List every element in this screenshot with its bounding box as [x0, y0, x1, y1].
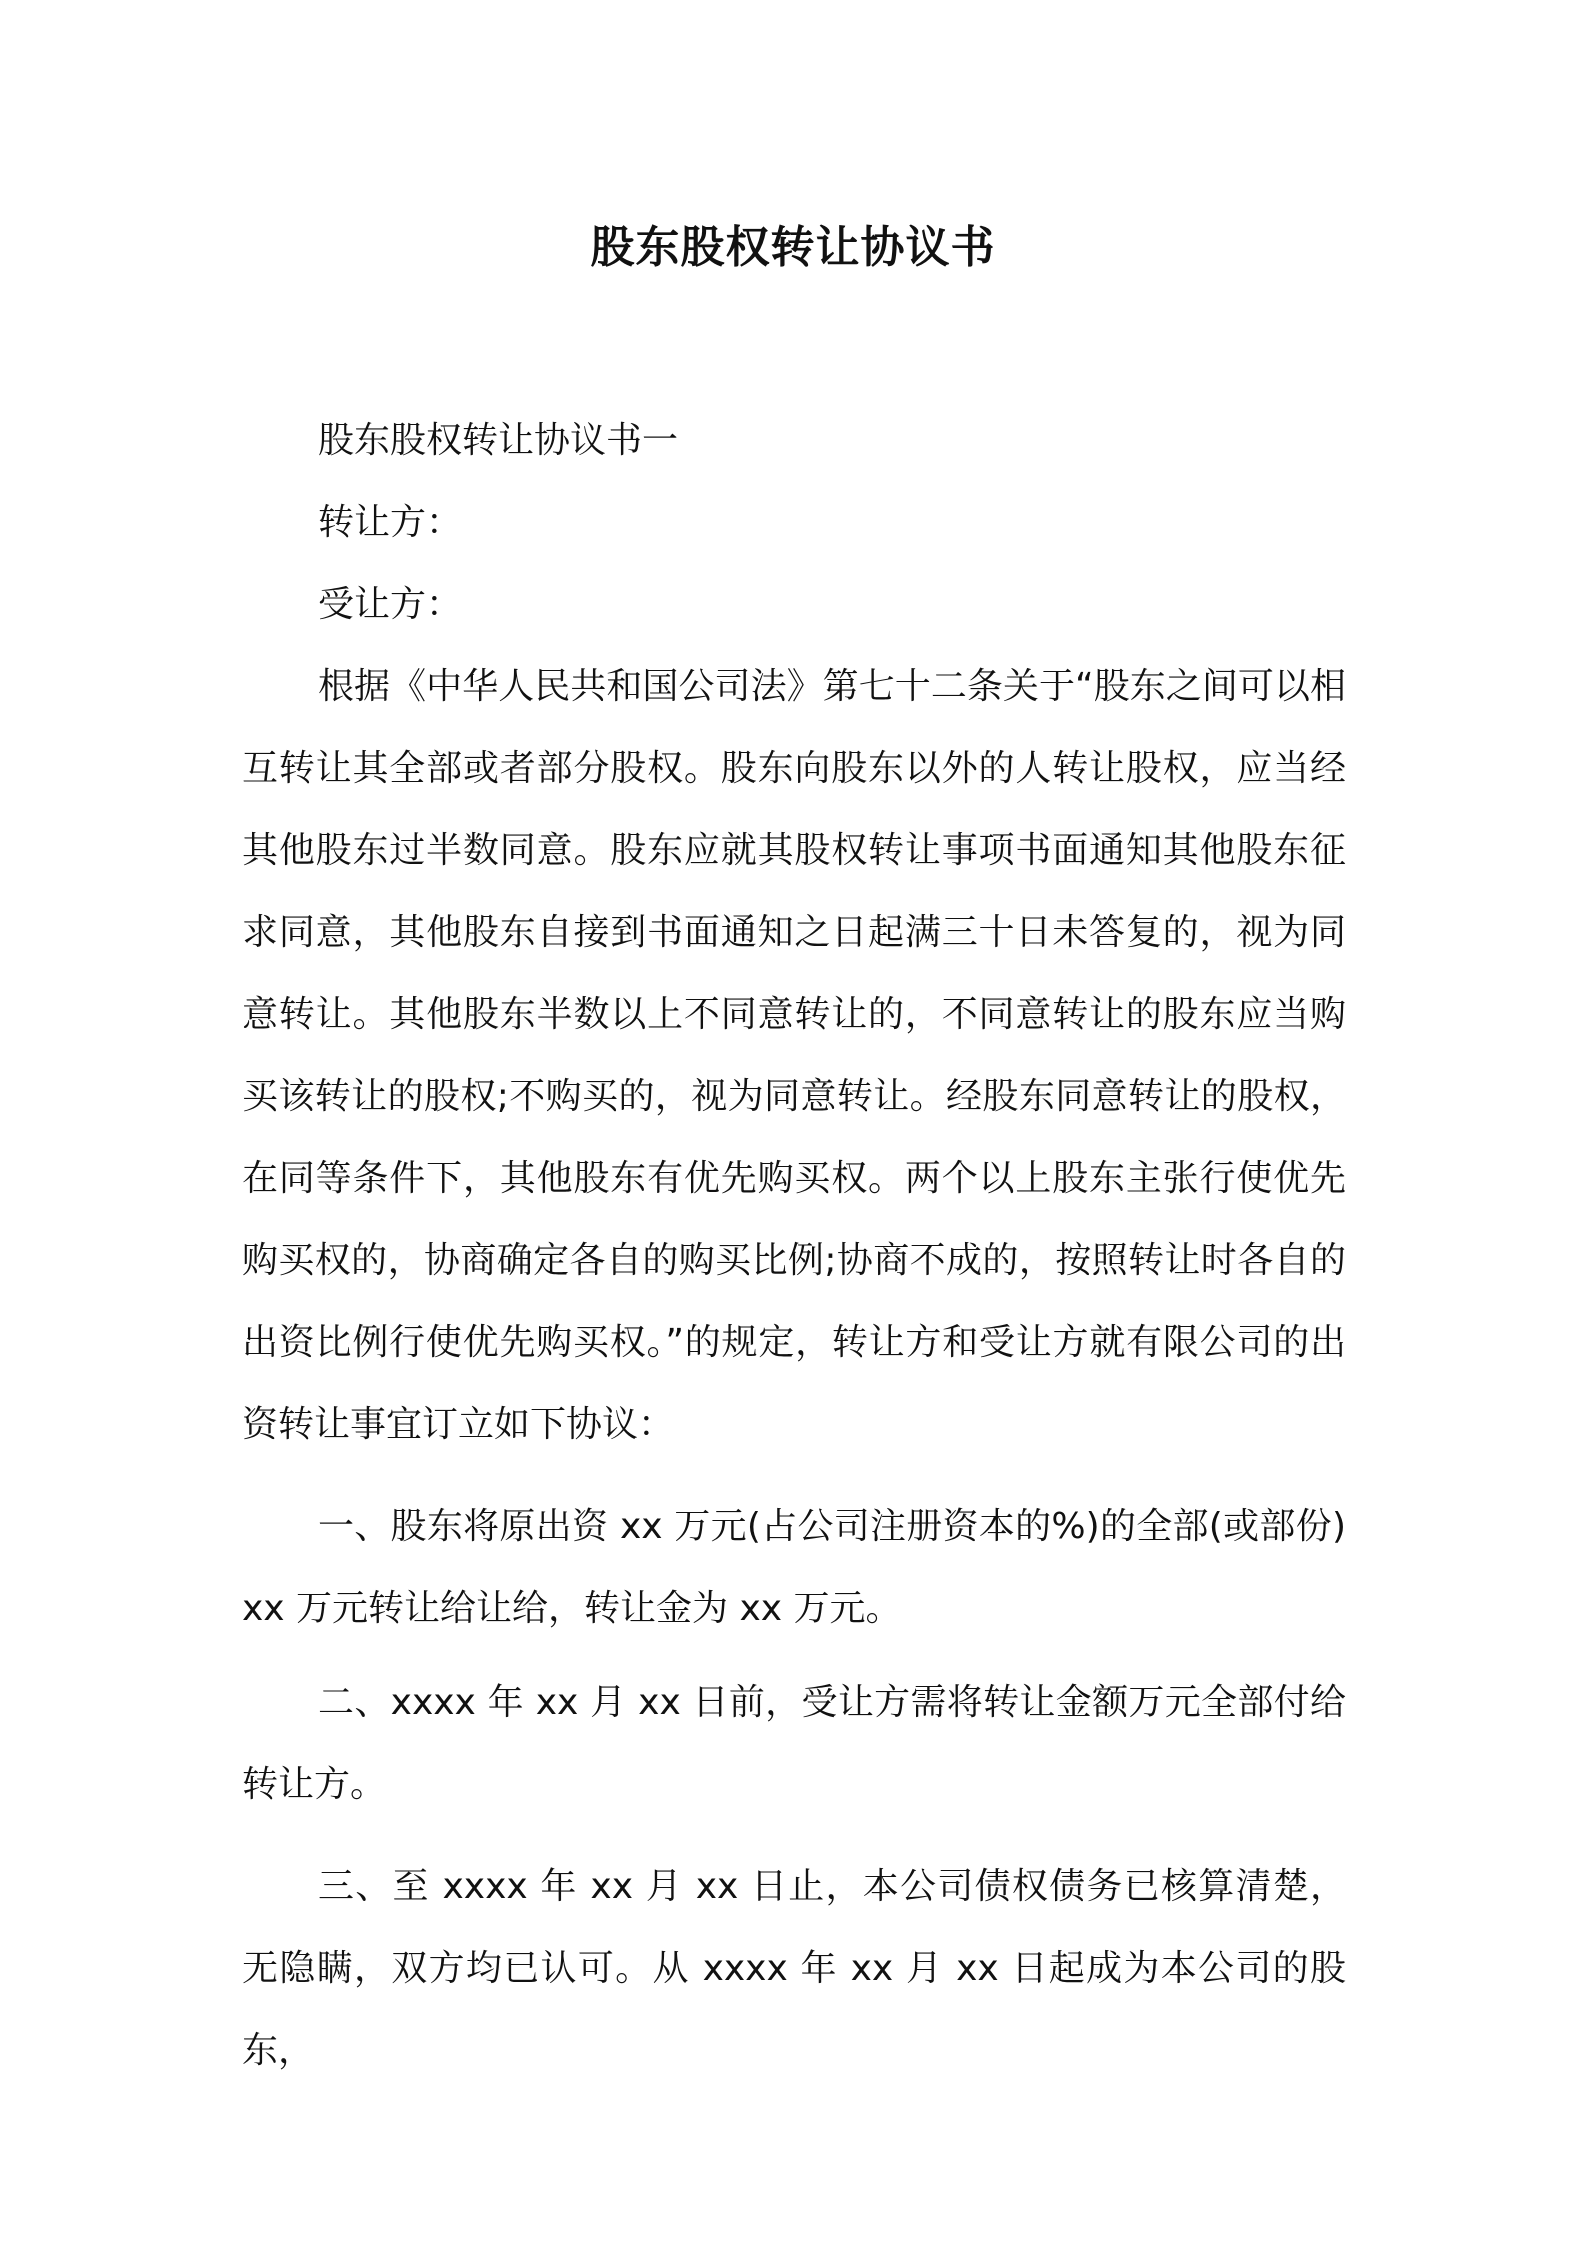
preamble-paragraph: 根据《中华人民共和国公司法》第七十二条关于“股东之间可以相互转让其全部或者部分股权。股东向股东以外的人转让股权，应当经其他股东过半数同意。股东应就其股权转让事项书面通知其他股东征求同意，其他股东自接到书面通知之日起满三十日未答复的，视为同意转让。其他股东半数以上不同意转让的，不同意转让的股东应当购买该转让的股权;不购买的，视为同意转让。经股东同意转让的股权，在同等条件下，其他股东有优先购买权。两个以上股东主张行使优先购买权的，协商确定各自的购买比例;协商不成的，按照转让时各自的出资比例行使优先购买权。”的规定，转让方和受让方就有限公司的出资转让事宜订立如下协议： [242, 666, 1346, 1445]
document-body [242, 400, 1346, 2092]
document-title: 股东股权转让协议书 [590, 222, 996, 273]
transferor-label: 转让方： [318, 502, 463, 543]
clause-2: 二、xxxx 年 xx 月 xx 日前，受让方需将转让金额万元全部付给转让方。 [242, 1682, 1346, 1805]
transferee-label: 受让方： [318, 584, 463, 625]
clause-1: 一、股东将原出资 xx 万元(占公司注册资本的%)的全部(或部份)xx 万元转让给让给，转让金为 xx 万元。 [242, 1506, 1346, 1629]
agreement-subtitle: 股东股权转让协议书一 [318, 420, 679, 461]
clause-3: 三、至 xxxx 年 xx 月 xx 日止，本公司债权债务已核算清楚，无隐瞒，双方均已认可。从 xxxx 年 xx 月 xx 日起成为本公司的股东， [242, 1866, 1346, 2071]
